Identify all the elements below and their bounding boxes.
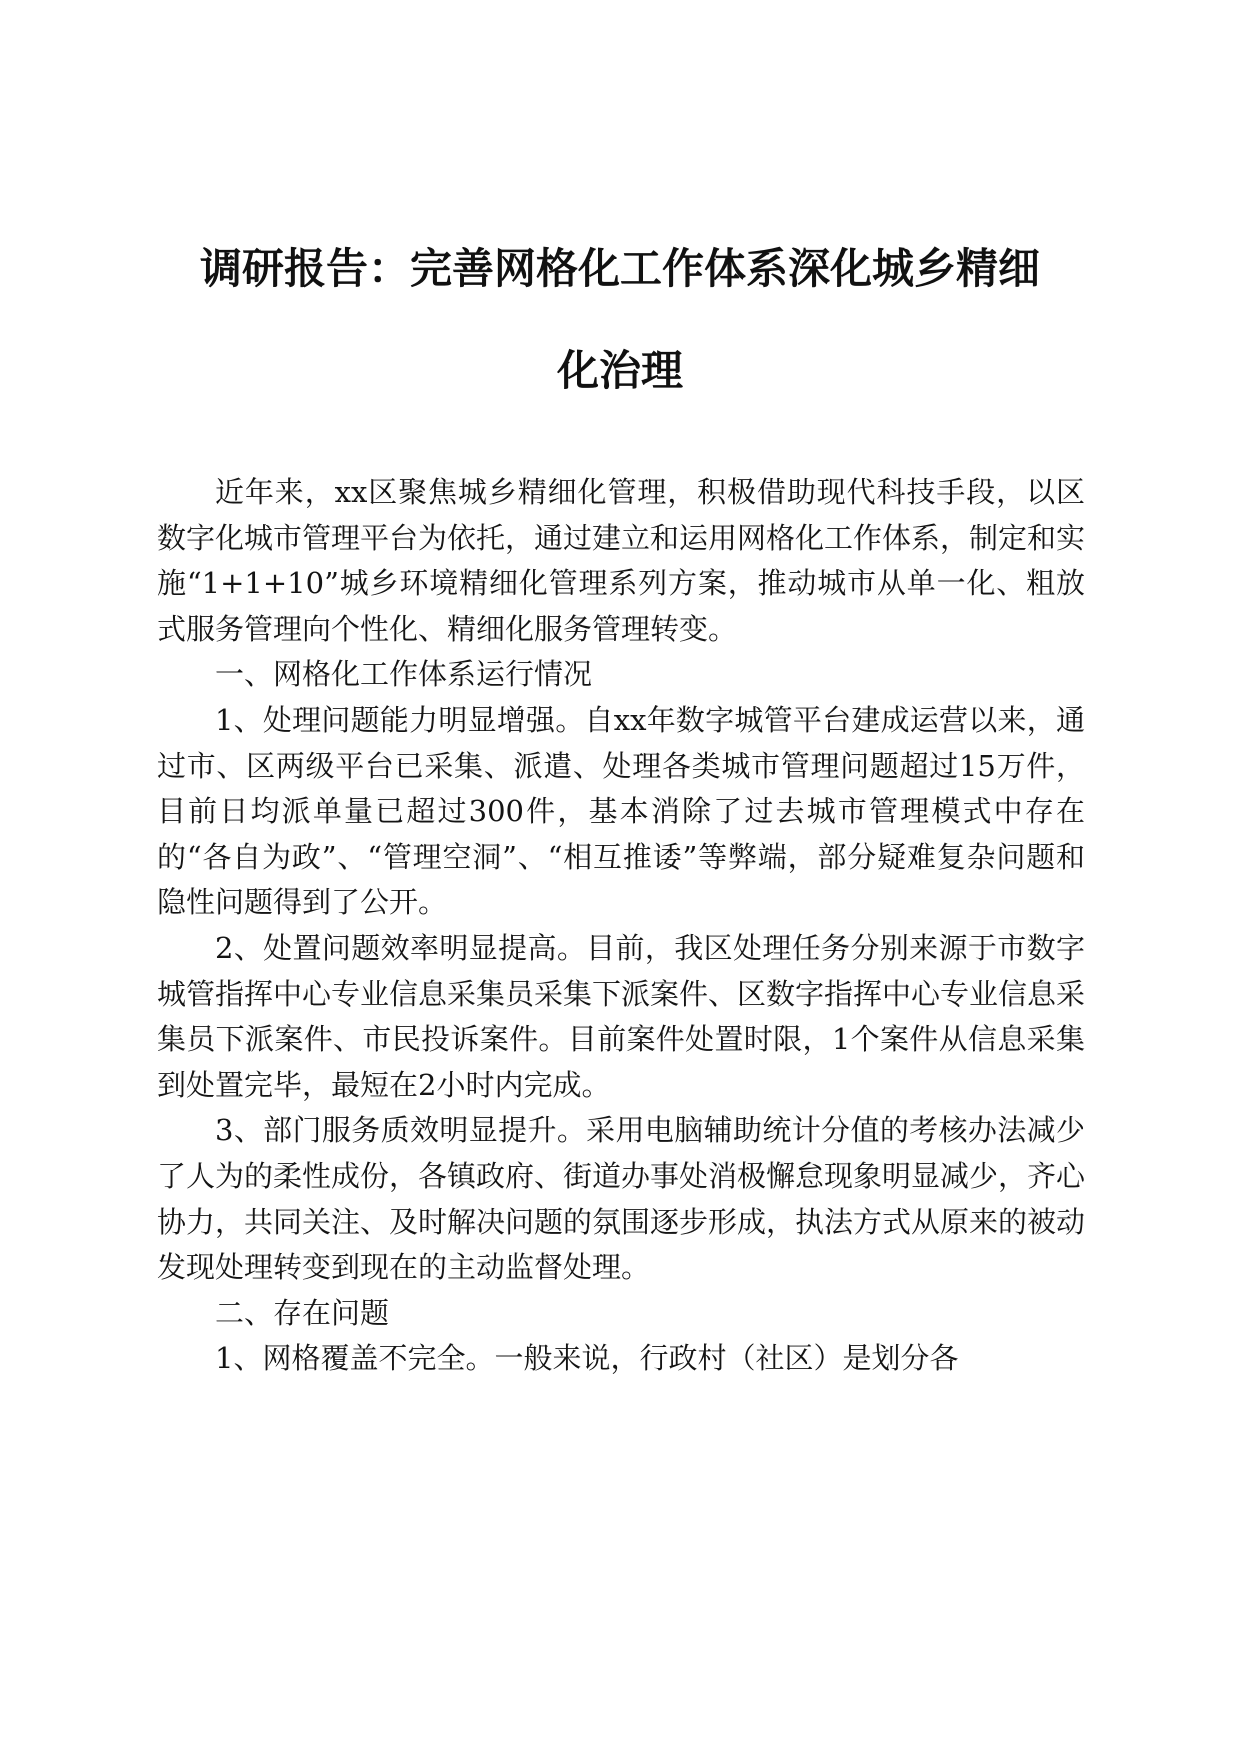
section-1-paragraph-3: 3、部门服务质效明显提升。采用电脑辅助统计分值的考核办法减少了人为的柔性成份，各镇政府、街道办事处消极懈怠现象明显减少，齐心协力，共同关注、及时解决问题的氛围逐步形成，执法方式从原来的被动发现处理转变到现在的主动监督处理。 (157, 1113, 1086, 1285)
section-1-paragraph-2: 2、处置问题效率明显提高。目前，我区处理任务分别来源于市数字城管指挥中心专业信息采集员采集下派案件、区数字指挥中心专业信息采集员下派案件、市民投诉案件。目前案件处置时限，1个案件从信息采集到处置完毕，最短在2小时内完成。 (157, 930, 1086, 1102)
section-2-heading: 二、存在问题 (215, 1295, 390, 1330)
title-line-1: 调研报告：完善网格化工作体系深化城乡精细 (199, 244, 1040, 293)
section-2-paragraph-1: 1、网格覆盖不完全。一般来说，行政村（社区）是划分各 (215, 1341, 959, 1376)
title-line-2: 化治理 (556, 346, 683, 395)
section-1-paragraph-1: 1、处理问题能力明显增强。自xx年数字城管平台建成运营以来，通过市、区两级平台已采集、派遣、处理各类城市管理问题超过15万件，目前日均派单量已超过300件，基本消除了过去城市管理模式中存在的“各自为政”、“管理空洞”、“相互推诿”等弊端，部分疑难复杂问题和隐性问题得到了公开。 (157, 702, 1085, 920)
document-body (157, 470, 1085, 1382)
document-title (140, 218, 1100, 422)
intro-paragraph: 近年来，xx区聚焦城乡精细化管理，积极借助现代科技手段，以区数字化城市管理平台为依托，通过建立和运用网格化工作体系，制定和实施“1+1+10”城乡环境精细化管理系列方案，推动城市从单一化、粗放式服务管理向个性化、精细化服务管理转变。 (157, 475, 1086, 646)
section-1-heading: 一、网格化工作体系运行情况 (215, 657, 593, 692)
